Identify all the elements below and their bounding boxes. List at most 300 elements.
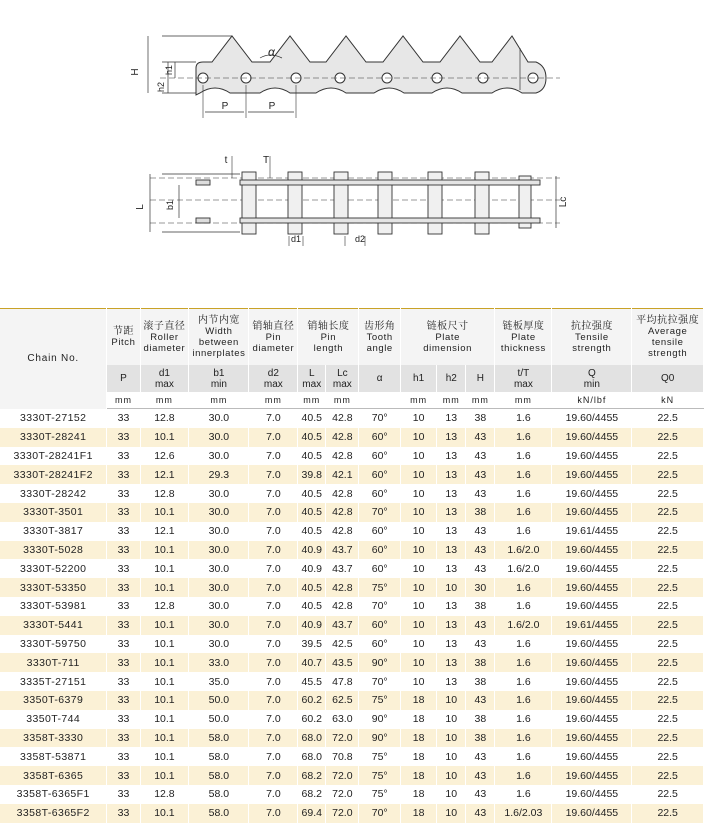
table-cell: 60° [359, 465, 401, 484]
table-cell: 42.8 [326, 409, 359, 428]
chain-no-cell: 3330T-28241 [0, 428, 107, 447]
table-cell: 1.6 [495, 747, 552, 766]
chain-no-cell: 3330T-5028 [0, 541, 107, 560]
table-cell: 1.6 [495, 691, 552, 710]
table-cell: 22.5 [632, 541, 704, 560]
table-cell: 33.0 [189, 653, 249, 672]
unit-header: mm [326, 392, 359, 409]
table-cell: 19.60/4455 [552, 635, 632, 654]
symbol-header: t/T max [495, 365, 552, 392]
table-cell: 19.60/4455 [552, 672, 632, 691]
dim-label-b1: b1 [165, 199, 175, 211]
table-cell: 33 [107, 484, 140, 503]
dim-label-p-right: P [268, 101, 276, 112]
table-cell: 42.5 [326, 635, 359, 654]
table-cell: 70° [359, 804, 401, 823]
header-title-row [0, 309, 704, 366]
table-cell: 7.0 [249, 766, 298, 785]
table-cell: 10 [437, 766, 466, 785]
table-cell: 12.1 [140, 465, 189, 484]
table-cell: 22.5 [632, 804, 704, 823]
table-cell: 10 [400, 484, 436, 503]
table-cell: 19.60/4455 [552, 484, 632, 503]
table-cell: 7.0 [249, 597, 298, 616]
table-cell: 1.6 [495, 597, 552, 616]
col-pin-length-header: 销轴长度 Pin length [298, 309, 359, 366]
chain-plate-profile [196, 36, 546, 95]
unit-header: mm [437, 392, 466, 409]
table-cell: 12.6 [140, 447, 189, 466]
table-cell: 10 [400, 522, 436, 541]
table-cell: 18 [400, 785, 436, 804]
table-cell: 22.5 [632, 503, 704, 522]
table-cell: 13 [437, 503, 466, 522]
table-cell: 43 [466, 635, 495, 654]
chain-no-cell: 3330T-28241F1 [0, 447, 107, 466]
table-cell: 1.6 [495, 465, 552, 484]
table-cell: 10 [437, 710, 466, 729]
table-cell: 10 [437, 804, 466, 823]
symbol-header: Lc max [326, 365, 359, 392]
table-cell: 10.1 [140, 635, 189, 654]
table-cell: 50.0 [189, 691, 249, 710]
table-cell: 22.5 [632, 691, 704, 710]
table-cell: 10 [400, 653, 436, 672]
table-cell: 1.6/2.0 [495, 559, 552, 578]
chain-no-cell: 3358T-3330 [0, 729, 107, 748]
table-cell: 22.5 [632, 785, 704, 804]
table-cell: 38 [466, 503, 495, 522]
table-cell: 12.8 [140, 785, 189, 804]
table-cell: 22.5 [632, 616, 704, 635]
table-cell: 7.0 [249, 465, 298, 484]
table-cell: 7.0 [249, 578, 298, 597]
dim-label-H: H [130, 68, 141, 76]
table-cell: 42.8 [326, 578, 359, 597]
chain-no-cell: 3350T-6379 [0, 691, 107, 710]
table-cell: 40.9 [298, 616, 326, 635]
table-cell: 10.1 [140, 559, 189, 578]
table-row [0, 428, 704, 447]
table-cell: 30.0 [189, 559, 249, 578]
table-cell: 42.8 [326, 484, 359, 503]
table-cell: 10 [400, 672, 436, 691]
table-cell: 13 [437, 597, 466, 616]
table-cell: 13 [437, 672, 466, 691]
table-cell: 29.3 [189, 465, 249, 484]
symbol-header: b1 min [189, 365, 249, 392]
table-cell: 43 [466, 766, 495, 785]
table-cell: 60° [359, 541, 401, 560]
table-cell: 43 [466, 522, 495, 541]
table-row [0, 804, 704, 823]
table-cell: 43.5 [326, 653, 359, 672]
table-cell: 30.0 [189, 616, 249, 635]
table-cell: 22.5 [632, 635, 704, 654]
chain-no-cell: 3330T-53350 [0, 578, 107, 597]
table-cell: 19.60/4455 [552, 447, 632, 466]
table-cell: 7.0 [249, 541, 298, 560]
table-cell: 33 [107, 635, 140, 654]
table-cell: 10 [400, 616, 436, 635]
table-cell: 1.6 [495, 785, 552, 804]
chain-no-cell: 3330T-711 [0, 653, 107, 672]
table-cell: 75° [359, 747, 401, 766]
chain-no-cell: 3358T-6365F2 [0, 804, 107, 823]
chain-no-cell: 3330T-27152 [0, 409, 107, 428]
table-cell: 33 [107, 766, 140, 785]
chain-no-cell: 3330T-53981 [0, 597, 107, 616]
unit-header [359, 392, 401, 409]
table-cell: 40.5 [298, 578, 326, 597]
table-cell: 60° [359, 559, 401, 578]
table-cell: 33 [107, 522, 140, 541]
table-cell: 13 [437, 616, 466, 635]
table-cell: 33 [107, 559, 140, 578]
chain-no-cell: 3335T-27151 [0, 672, 107, 691]
table-cell: 30.0 [189, 635, 249, 654]
symbol-header: d1 max [140, 365, 189, 392]
table-cell: 13 [437, 559, 466, 578]
table-row [0, 635, 704, 654]
table-cell: 72.0 [326, 785, 359, 804]
table-cell: 19.60/4455 [552, 653, 632, 672]
table-cell: 10 [400, 465, 436, 484]
table-cell: 19.60/4455 [552, 597, 632, 616]
symbol-header: h1 [400, 365, 436, 392]
col-roller-diameter-header: 滚子直径 Roller diameter [140, 309, 189, 366]
table-cell: 70° [359, 672, 401, 691]
table-cell: 43.7 [326, 559, 359, 578]
table-cell: 18 [400, 804, 436, 823]
unit-header: kN/lbf [552, 392, 632, 409]
dim-label-T: T [262, 155, 270, 166]
table-row [0, 522, 704, 541]
table-cell: 1.6 [495, 672, 552, 691]
table-cell: 1.6/2.0 [495, 541, 552, 560]
symbol-header: h2 [437, 365, 466, 392]
table-cell: 68.0 [298, 747, 326, 766]
table-cell: 13 [437, 653, 466, 672]
unit-header: mm [189, 392, 249, 409]
table-cell: 7.0 [249, 785, 298, 804]
table-cell: 43 [466, 747, 495, 766]
table-cell: 60° [359, 447, 401, 466]
table-cell: 60.2 [298, 710, 326, 729]
table-cell: 43 [466, 804, 495, 823]
table-cell: 7.0 [249, 747, 298, 766]
table-cell: 40.5 [298, 503, 326, 522]
table-cell: 7.0 [249, 729, 298, 748]
table-row [0, 729, 704, 748]
table-cell: 43 [466, 428, 495, 447]
table-cell: 12.8 [140, 484, 189, 503]
table-cell: 1.6 [495, 428, 552, 447]
table-cell: 1.6 [495, 635, 552, 654]
table-cell: 40.9 [298, 559, 326, 578]
table-cell: 33 [107, 747, 140, 766]
table-cell: 10 [437, 729, 466, 748]
table-cell: 70° [359, 503, 401, 522]
table-cell: 18 [400, 710, 436, 729]
table-cell: 42.1 [326, 465, 359, 484]
table-cell: 22.5 [632, 710, 704, 729]
table-cell: 33 [107, 710, 140, 729]
table-row [0, 559, 704, 578]
table-cell: 42.8 [326, 522, 359, 541]
table-cell: 22.5 [632, 747, 704, 766]
chain-no-cell: 3358T-53871 [0, 747, 107, 766]
table-cell: 39.8 [298, 465, 326, 484]
table-cell: 18 [400, 691, 436, 710]
table-row [0, 578, 704, 597]
table-cell: 10.1 [140, 710, 189, 729]
table-cell: 10.1 [140, 541, 189, 560]
dim-label-h1: h1 [164, 64, 174, 76]
table-row [0, 747, 704, 766]
table-cell: 40.5 [298, 484, 326, 503]
table-cell: 43 [466, 465, 495, 484]
table-cell: 22.5 [632, 522, 704, 541]
table-cell: 1.6 [495, 503, 552, 522]
table-cell: 90° [359, 710, 401, 729]
table-cell: 22.5 [632, 766, 704, 785]
chain-no-cell: 3330T-28241F2 [0, 465, 107, 484]
table-cell: 38 [466, 597, 495, 616]
table-cell: 7.0 [249, 804, 298, 823]
table-cell: 1.6 [495, 447, 552, 466]
table-cell: 19.60/4455 [552, 747, 632, 766]
table-cell: 33 [107, 804, 140, 823]
unit-header: mm [400, 392, 436, 409]
table-cell: 75° [359, 766, 401, 785]
table-cell: 43 [466, 541, 495, 560]
table-cell: 22.5 [632, 465, 704, 484]
table-cell: 47.8 [326, 672, 359, 691]
table-cell: 10 [400, 635, 436, 654]
table-cell: 33 [107, 578, 140, 597]
chain-no-cell: 3330T-5441 [0, 616, 107, 635]
unit-header: mm [107, 392, 140, 409]
dim-label-Lc: Lc [558, 196, 569, 208]
table-cell: 7.0 [249, 559, 298, 578]
table-cell: 10.1 [140, 672, 189, 691]
table-cell: 13 [437, 541, 466, 560]
table-cell: 33 [107, 597, 140, 616]
table-cell: 19.60/4455 [552, 785, 632, 804]
table-row [0, 597, 704, 616]
table-cell: 72.0 [326, 804, 359, 823]
table-cell: 40.5 [298, 447, 326, 466]
table-cell: 30.0 [189, 541, 249, 560]
table-cell: 33 [107, 465, 140, 484]
table-cell: 12.8 [140, 409, 189, 428]
table-cell: 50.0 [189, 710, 249, 729]
table-cell: 38 [466, 409, 495, 428]
table-cell: 33 [107, 541, 140, 560]
table-cell: 7.0 [249, 653, 298, 672]
table-cell: 7.0 [249, 710, 298, 729]
table-cell: 60.2 [298, 691, 326, 710]
symbol-header: P [107, 365, 140, 392]
dim-label-d1: d1 [290, 234, 302, 244]
table-cell: 19.60/4455 [552, 766, 632, 785]
table-cell: 68.0 [298, 729, 326, 748]
col-inner-width-header: 内节内宽 Width between innerplates [189, 309, 249, 366]
table-cell: 40.5 [298, 522, 326, 541]
table-cell: 13 [437, 465, 466, 484]
table-cell: 30 [466, 578, 495, 597]
table-cell: 43 [466, 484, 495, 503]
table-cell: 13 [437, 522, 466, 541]
unit-header: mm [249, 392, 298, 409]
col-tensile-strength-header: 抗拉强度 Tensile strength [552, 309, 632, 366]
table-cell: 39.5 [298, 635, 326, 654]
table-cell: 43.7 [326, 616, 359, 635]
table-cell: 18 [400, 747, 436, 766]
table-cell: 10.1 [140, 766, 189, 785]
table-cell: 10.1 [140, 653, 189, 672]
table-cell: 42.8 [326, 597, 359, 616]
dim-label-h2: h2 [156, 81, 166, 93]
table-cell: 60° [359, 616, 401, 635]
table-cell: 30.0 [189, 503, 249, 522]
chain-no-cell: 3358T-6365F1 [0, 785, 107, 804]
top-view-drawing [150, 156, 560, 246]
col-tooth-angle-header: 齿形角 Tooth angle [359, 309, 401, 366]
table-cell: 38 [466, 672, 495, 691]
table-cell: 30.0 [189, 597, 249, 616]
table-cell: 33 [107, 729, 140, 748]
table-cell: 10 [437, 578, 466, 597]
table-cell: 38 [466, 710, 495, 729]
table-cell: 22.5 [632, 484, 704, 503]
table-row [0, 484, 704, 503]
table-cell: 1.6 [495, 729, 552, 748]
table-cell: 1.6 [495, 522, 552, 541]
symbol-header: d2 max [249, 365, 298, 392]
col-plate-dimension-header: 链板尺寸 Plate dimension [400, 309, 494, 366]
table-row [0, 409, 704, 428]
table-cell: 33 [107, 691, 140, 710]
table-cell: 19.60/4455 [552, 559, 632, 578]
table-cell: 42.8 [326, 503, 359, 522]
table-cell: 19.61/4455 [552, 616, 632, 635]
dim-label-d2: d2 [354, 234, 366, 244]
col-pin-diameter-header: 销轴直径 Pin diameter [249, 309, 298, 366]
table-cell: 40.9 [298, 541, 326, 560]
table-cell: 38 [466, 653, 495, 672]
table-cell: 70° [359, 409, 401, 428]
table-cell: 58.0 [189, 729, 249, 748]
table-cell: 42.8 [326, 428, 359, 447]
table-cell: 43 [466, 785, 495, 804]
table-cell: 10.1 [140, 428, 189, 447]
table-cell: 33 [107, 653, 140, 672]
table-cell: 33 [107, 503, 140, 522]
table-cell: 1.6 [495, 484, 552, 503]
table-cell: 40.5 [298, 428, 326, 447]
table-cell: 38 [466, 729, 495, 748]
col-plate-thickness-header: 链板厚度 Plate thickness [495, 309, 552, 366]
table-cell: 30.0 [189, 447, 249, 466]
table-cell: 75° [359, 691, 401, 710]
table-cell: 58.0 [189, 785, 249, 804]
table-cell: 22.5 [632, 559, 704, 578]
table-cell: 19.60/4455 [552, 541, 632, 560]
unit-header: mm [298, 392, 326, 409]
table-cell: 62.5 [326, 691, 359, 710]
chain-no-cell: 3330T-3817 [0, 522, 107, 541]
table-cell: 19.61/4455 [552, 522, 632, 541]
table-cell: 33 [107, 428, 140, 447]
table-cell: 1.6 [495, 710, 552, 729]
table-cell: 13 [437, 409, 466, 428]
table-cell: 7.0 [249, 484, 298, 503]
table-cell: 19.60/4455 [552, 710, 632, 729]
table-cell: 69.4 [298, 804, 326, 823]
table-cell: 72.0 [326, 766, 359, 785]
dim-label-p-left: P [221, 101, 229, 112]
table-cell: 10 [400, 428, 436, 447]
table-cell: 10 [400, 541, 436, 560]
table-cell: 40.5 [298, 597, 326, 616]
table-cell: 10 [437, 691, 466, 710]
table-cell: 19.60/4455 [552, 409, 632, 428]
table-cell: 10.1 [140, 503, 189, 522]
table-cell: 10.1 [140, 616, 189, 635]
table-cell: 1.6 [495, 578, 552, 597]
table-cell: 10 [400, 409, 436, 428]
unit-header: mm [140, 392, 189, 409]
table-cell: 60° [359, 484, 401, 503]
table-cell: 7.0 [249, 635, 298, 654]
table-cell: 30.0 [189, 522, 249, 541]
table-cell: 1.6/2.03 [495, 804, 552, 823]
table-cell: 22.5 [632, 428, 704, 447]
table-cell: 13 [437, 428, 466, 447]
table-cell: 22.5 [632, 447, 704, 466]
table-row [0, 653, 704, 672]
chain-no-cell: 3350T-744 [0, 710, 107, 729]
unit-header: mm [466, 392, 495, 409]
table-cell: 90° [359, 653, 401, 672]
table-cell: 7.0 [249, 522, 298, 541]
table-cell: 7.0 [249, 672, 298, 691]
table-cell: 10.1 [140, 804, 189, 823]
table-body [0, 409, 704, 823]
table-cell: 19.60/4455 [552, 691, 632, 710]
table-cell: 45.5 [298, 672, 326, 691]
table-cell: 10.1 [140, 729, 189, 748]
col-average-tensile-header: 平均抗拉强度 Average tensile strength [632, 309, 704, 366]
unit-header: mm [495, 392, 552, 409]
table-cell: 35.0 [189, 672, 249, 691]
table-cell: 12.8 [140, 597, 189, 616]
table-cell: 60° [359, 635, 401, 654]
table-cell: 30.0 [189, 428, 249, 447]
table-cell: 10 [437, 785, 466, 804]
table-cell: 68.2 [298, 766, 326, 785]
table-cell: 10 [400, 578, 436, 597]
table-cell: 1.6/2.0 [495, 616, 552, 635]
table-cell: 10.1 [140, 747, 189, 766]
table-cell: 19.60/4455 [552, 578, 632, 597]
table-cell: 33 [107, 616, 140, 635]
chain-drawings [0, 0, 704, 300]
table-cell: 1.6 [495, 766, 552, 785]
table-cell: 12.1 [140, 522, 189, 541]
